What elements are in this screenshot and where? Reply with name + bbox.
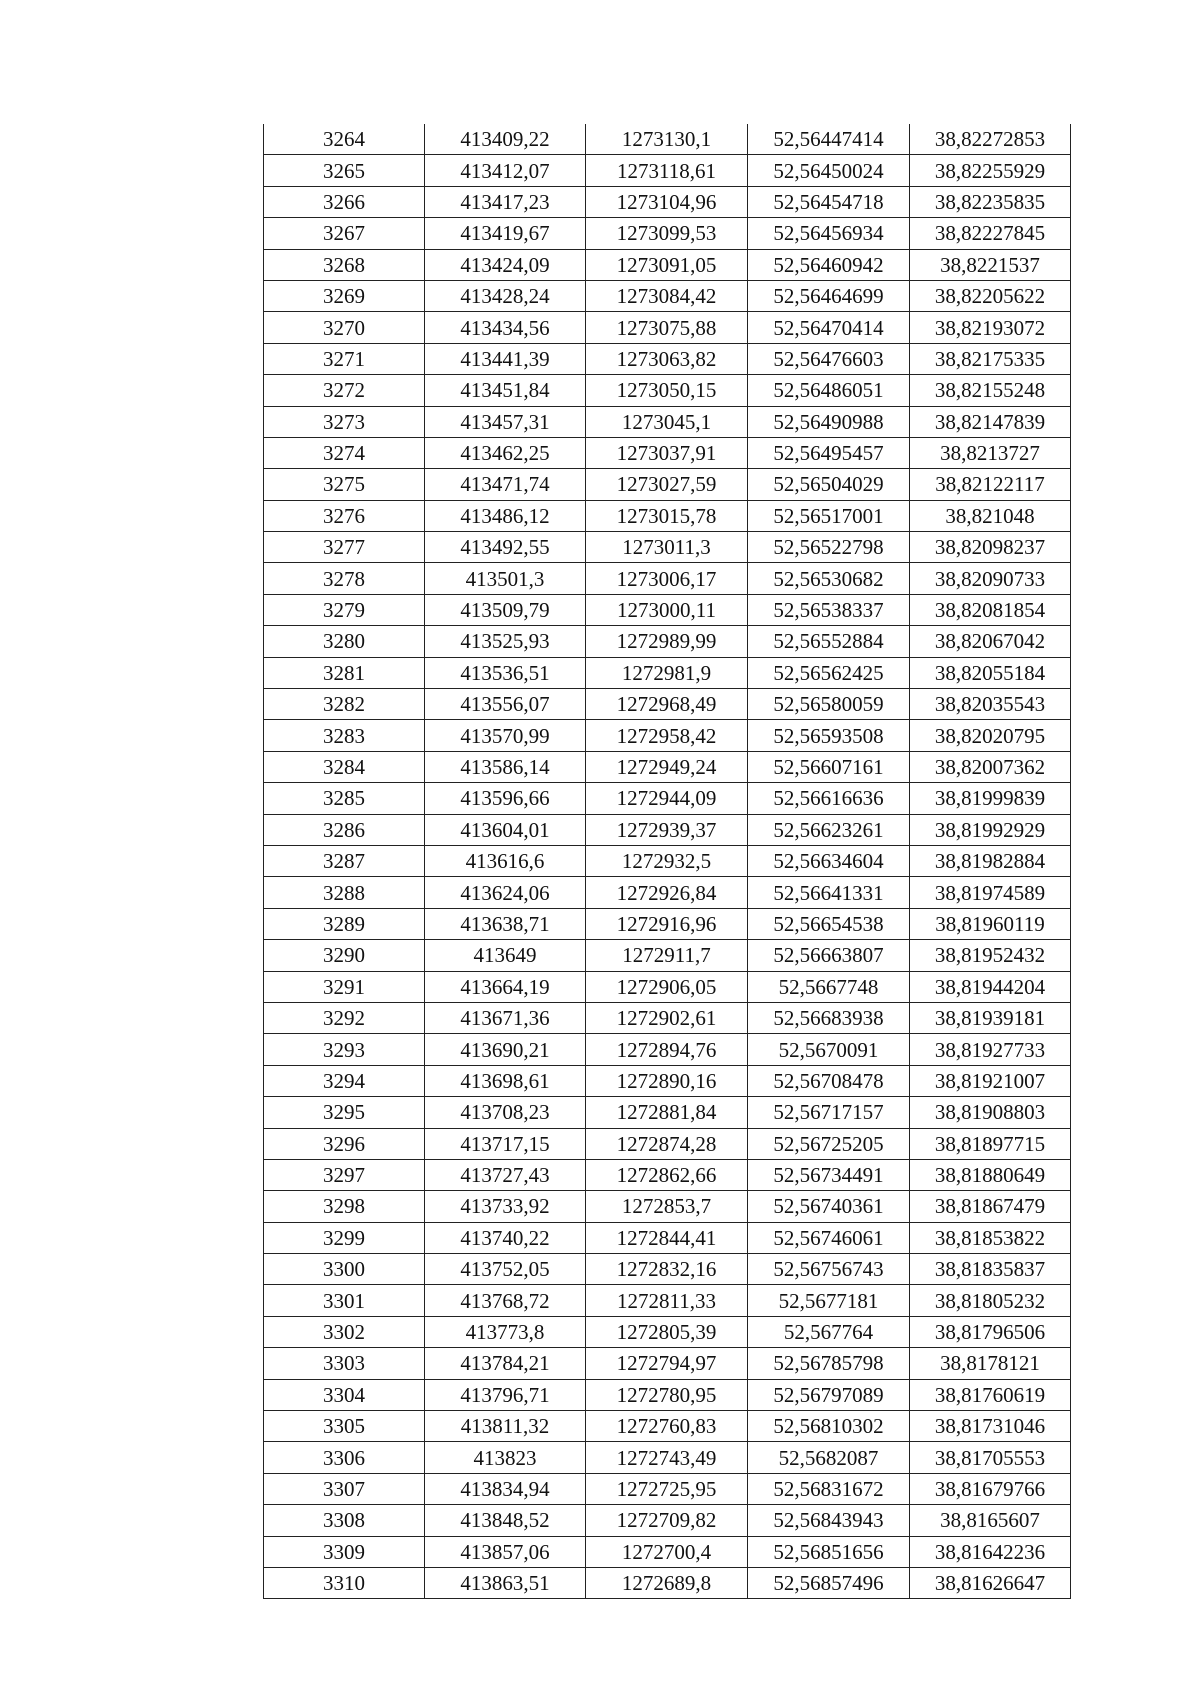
latitude-cell: 52,56447414 xyxy=(748,124,910,155)
table-row xyxy=(264,1567,1071,1598)
point-number-cell: 3305 xyxy=(264,1411,425,1442)
x-coordinate-cell: 413664,19 xyxy=(425,971,586,1002)
x-coordinate-cell: 413784,21 xyxy=(425,1348,586,1379)
longitude-cell: 38,82081854 xyxy=(910,594,1071,625)
x-coordinate-cell: 413471,74 xyxy=(425,469,586,500)
point-number-cell: 3270 xyxy=(264,312,425,343)
table-row xyxy=(264,1536,1071,1567)
latitude-cell: 52,56725205 xyxy=(748,1128,910,1159)
y-coordinate-cell: 1272743,49 xyxy=(586,1442,748,1473)
latitude-cell: 52,56486051 xyxy=(748,375,910,406)
latitude-cell: 52,56504029 xyxy=(748,469,910,500)
longitude-cell: 38,82098237 xyxy=(910,532,1071,563)
coordinates-table-body xyxy=(264,124,1071,1599)
x-coordinate-cell: 413638,71 xyxy=(425,908,586,939)
x-coordinate-cell: 413649 xyxy=(425,940,586,971)
y-coordinate-cell: 1272862,66 xyxy=(586,1159,748,1190)
x-coordinate-cell: 413717,15 xyxy=(425,1128,586,1159)
y-coordinate-cell: 1273006,17 xyxy=(586,563,748,594)
y-coordinate-cell: 1273050,15 xyxy=(586,375,748,406)
latitude-cell: 52,56851656 xyxy=(748,1536,910,1567)
table-row xyxy=(264,1097,1071,1128)
y-coordinate-cell: 1272811,33 xyxy=(586,1285,748,1316)
point-number-cell: 3278 xyxy=(264,563,425,594)
x-coordinate-cell: 413690,21 xyxy=(425,1034,586,1065)
point-number-cell: 3291 xyxy=(264,971,425,1002)
longitude-cell: 38,821048 xyxy=(910,500,1071,531)
y-coordinate-cell: 1272949,24 xyxy=(586,751,748,782)
longitude-cell: 38,81982884 xyxy=(910,845,1071,876)
table-row xyxy=(264,751,1071,782)
y-coordinate-cell: 1272932,5 xyxy=(586,845,748,876)
y-coordinate-cell: 1273045,1 xyxy=(586,406,748,437)
longitude-cell: 38,81908803 xyxy=(910,1097,1071,1128)
latitude-cell: 52,5667748 xyxy=(748,971,910,1002)
x-coordinate-cell: 413536,51 xyxy=(425,657,586,688)
longitude-cell: 38,82255929 xyxy=(910,155,1071,186)
y-coordinate-cell: 1272981,9 xyxy=(586,657,748,688)
longitude-cell: 38,82020795 xyxy=(910,720,1071,751)
table-row xyxy=(264,249,1071,280)
latitude-cell: 52,56456934 xyxy=(748,218,910,249)
x-coordinate-cell: 413419,67 xyxy=(425,218,586,249)
longitude-cell: 38,82272853 xyxy=(910,124,1071,155)
y-coordinate-cell: 1272700,4 xyxy=(586,1536,748,1567)
point-number-cell: 3308 xyxy=(264,1505,425,1536)
point-number-cell: 3290 xyxy=(264,940,425,971)
y-coordinate-cell: 1273104,96 xyxy=(586,186,748,217)
table-row xyxy=(264,500,1071,531)
table-row xyxy=(264,1254,1071,1285)
longitude-cell: 38,81960119 xyxy=(910,908,1071,939)
point-number-cell: 3301 xyxy=(264,1285,425,1316)
latitude-cell: 52,56756743 xyxy=(748,1254,910,1285)
latitude-cell: 52,56785798 xyxy=(748,1348,910,1379)
longitude-cell: 38,81944204 xyxy=(910,971,1071,1002)
x-coordinate-cell: 413624,06 xyxy=(425,877,586,908)
latitude-cell: 52,56683938 xyxy=(748,1002,910,1033)
x-coordinate-cell: 413740,22 xyxy=(425,1222,586,1253)
point-number-cell: 3298 xyxy=(264,1191,425,1222)
latitude-cell: 52,56530682 xyxy=(748,563,910,594)
y-coordinate-cell: 1272902,61 xyxy=(586,1002,748,1033)
latitude-cell: 52,56522798 xyxy=(748,532,910,563)
table-row xyxy=(264,532,1071,563)
longitude-cell: 38,81835837 xyxy=(910,1254,1071,1285)
latitude-cell: 52,56562425 xyxy=(748,657,910,688)
x-coordinate-cell: 413441,39 xyxy=(425,343,586,374)
x-coordinate-cell: 413811,32 xyxy=(425,1411,586,1442)
latitude-cell: 52,5677181 xyxy=(748,1285,910,1316)
point-number-cell: 3272 xyxy=(264,375,425,406)
longitude-cell: 38,81626647 xyxy=(910,1567,1071,1598)
longitude-cell: 38,8221537 xyxy=(910,249,1071,280)
y-coordinate-cell: 1272844,41 xyxy=(586,1222,748,1253)
y-coordinate-cell: 1272832,16 xyxy=(586,1254,748,1285)
longitude-cell: 38,81705553 xyxy=(910,1442,1071,1473)
point-number-cell: 3306 xyxy=(264,1442,425,1473)
table-row xyxy=(264,375,1071,406)
point-number-cell: 3269 xyxy=(264,280,425,311)
x-coordinate-cell: 413417,23 xyxy=(425,186,586,217)
table-row xyxy=(264,1191,1071,1222)
y-coordinate-cell: 1273037,91 xyxy=(586,437,748,468)
table-row xyxy=(264,783,1071,814)
y-coordinate-cell: 1272805,39 xyxy=(586,1316,748,1347)
latitude-cell: 52,56464699 xyxy=(748,280,910,311)
table-row xyxy=(264,689,1071,720)
x-coordinate-cell: 413752,05 xyxy=(425,1254,586,1285)
longitude-cell: 38,81952432 xyxy=(910,940,1071,971)
x-coordinate-cell: 413857,06 xyxy=(425,1536,586,1567)
latitude-cell: 52,56717157 xyxy=(748,1097,910,1128)
longitude-cell: 38,82055184 xyxy=(910,657,1071,688)
x-coordinate-cell: 413823 xyxy=(425,1442,586,1473)
point-number-cell: 3282 xyxy=(264,689,425,720)
table-row xyxy=(264,155,1071,186)
longitude-cell: 38,82205622 xyxy=(910,280,1071,311)
point-number-cell: 3307 xyxy=(264,1473,425,1504)
longitude-cell: 38,82147839 xyxy=(910,406,1071,437)
latitude-cell: 52,567764 xyxy=(748,1316,910,1347)
longitude-cell: 38,82227845 xyxy=(910,218,1071,249)
point-number-cell: 3284 xyxy=(264,751,425,782)
longitude-cell: 38,81760619 xyxy=(910,1379,1071,1410)
x-coordinate-cell: 413457,31 xyxy=(425,406,586,437)
point-number-cell: 3283 xyxy=(264,720,425,751)
x-coordinate-cell: 413412,07 xyxy=(425,155,586,186)
point-number-cell: 3286 xyxy=(264,814,425,845)
longitude-cell: 38,81921007 xyxy=(910,1065,1071,1096)
y-coordinate-cell: 1273130,1 xyxy=(586,124,748,155)
point-number-cell: 3287 xyxy=(264,845,425,876)
y-coordinate-cell: 1272689,8 xyxy=(586,1567,748,1598)
latitude-cell: 52,56450024 xyxy=(748,155,910,186)
longitude-cell: 38,82193072 xyxy=(910,312,1071,343)
x-coordinate-cell: 413834,94 xyxy=(425,1473,586,1504)
latitude-cell: 52,56454718 xyxy=(748,186,910,217)
longitude-cell: 38,81999839 xyxy=(910,783,1071,814)
point-number-cell: 3271 xyxy=(264,343,425,374)
longitude-cell: 38,81796506 xyxy=(910,1316,1071,1347)
x-coordinate-cell: 413768,72 xyxy=(425,1285,586,1316)
y-coordinate-cell: 1272853,7 xyxy=(586,1191,748,1222)
point-number-cell: 3297 xyxy=(264,1159,425,1190)
y-coordinate-cell: 1273063,82 xyxy=(586,343,748,374)
longitude-cell: 38,81880649 xyxy=(910,1159,1071,1190)
y-coordinate-cell: 1272958,42 xyxy=(586,720,748,751)
x-coordinate-cell: 413509,79 xyxy=(425,594,586,625)
y-coordinate-cell: 1273015,78 xyxy=(586,500,748,531)
table-row xyxy=(264,406,1071,437)
longitude-cell: 38,8165607 xyxy=(910,1505,1071,1536)
table-row xyxy=(264,1473,1071,1504)
x-coordinate-cell: 413451,84 xyxy=(425,375,586,406)
longitude-cell: 38,81897715 xyxy=(910,1128,1071,1159)
table-row xyxy=(264,594,1071,625)
table-row xyxy=(264,626,1071,657)
point-number-cell: 3303 xyxy=(264,1348,425,1379)
y-coordinate-cell: 1272968,49 xyxy=(586,689,748,720)
point-number-cell: 3285 xyxy=(264,783,425,814)
table-row xyxy=(264,1505,1071,1536)
x-coordinate-cell: 413409,22 xyxy=(425,124,586,155)
point-number-cell: 3275 xyxy=(264,469,425,500)
longitude-cell: 38,81731046 xyxy=(910,1411,1071,1442)
table-row xyxy=(264,343,1071,374)
x-coordinate-cell: 413604,01 xyxy=(425,814,586,845)
x-coordinate-cell: 413556,07 xyxy=(425,689,586,720)
x-coordinate-cell: 413796,71 xyxy=(425,1379,586,1410)
y-coordinate-cell: 1272874,28 xyxy=(586,1128,748,1159)
point-number-cell: 3304 xyxy=(264,1379,425,1410)
y-coordinate-cell: 1272989,99 xyxy=(586,626,748,657)
table-row xyxy=(264,971,1071,1002)
x-coordinate-cell: 413486,12 xyxy=(425,500,586,531)
latitude-cell: 52,56740361 xyxy=(748,1191,910,1222)
table-row xyxy=(264,124,1071,155)
table-row xyxy=(264,186,1071,217)
point-number-cell: 3294 xyxy=(264,1065,425,1096)
y-coordinate-cell: 1273084,42 xyxy=(586,280,748,311)
x-coordinate-cell: 413428,24 xyxy=(425,280,586,311)
point-number-cell: 3264 xyxy=(264,124,425,155)
longitude-cell: 38,82122117 xyxy=(910,469,1071,500)
table-row xyxy=(264,1316,1071,1347)
table-row xyxy=(264,1348,1071,1379)
latitude-cell: 52,56708478 xyxy=(748,1065,910,1096)
x-coordinate-cell: 413773,8 xyxy=(425,1316,586,1347)
latitude-cell: 52,56641331 xyxy=(748,877,910,908)
point-number-cell: 3293 xyxy=(264,1034,425,1065)
point-number-cell: 3300 xyxy=(264,1254,425,1285)
table-row xyxy=(264,908,1071,939)
longitude-cell: 38,82175335 xyxy=(910,343,1071,374)
x-coordinate-cell: 413698,61 xyxy=(425,1065,586,1096)
longitude-cell: 38,81927733 xyxy=(910,1034,1071,1065)
latitude-cell: 52,56663807 xyxy=(748,940,910,971)
latitude-cell: 52,56593508 xyxy=(748,720,910,751)
y-coordinate-cell: 1272926,84 xyxy=(586,877,748,908)
y-coordinate-cell: 1273027,59 xyxy=(586,469,748,500)
latitude-cell: 52,56734491 xyxy=(748,1159,910,1190)
y-coordinate-cell: 1272894,76 xyxy=(586,1034,748,1065)
longitude-cell: 38,81679766 xyxy=(910,1473,1071,1504)
point-number-cell: 3292 xyxy=(264,1002,425,1033)
longitude-cell: 38,81992929 xyxy=(910,814,1071,845)
y-coordinate-cell: 1272939,37 xyxy=(586,814,748,845)
y-coordinate-cell: 1272890,16 xyxy=(586,1065,748,1096)
coordinates-table xyxy=(263,124,1071,1599)
x-coordinate-cell: 413525,93 xyxy=(425,626,586,657)
point-number-cell: 3280 xyxy=(264,626,425,657)
x-coordinate-cell: 413727,43 xyxy=(425,1159,586,1190)
table-row xyxy=(264,1002,1071,1033)
y-coordinate-cell: 1272794,97 xyxy=(586,1348,748,1379)
table-row xyxy=(264,1285,1071,1316)
x-coordinate-cell: 413434,56 xyxy=(425,312,586,343)
point-number-cell: 3273 xyxy=(264,406,425,437)
table-row xyxy=(264,940,1071,971)
table-row xyxy=(264,877,1071,908)
y-coordinate-cell: 1273075,88 xyxy=(586,312,748,343)
latitude-cell: 52,56616636 xyxy=(748,783,910,814)
x-coordinate-cell: 413570,99 xyxy=(425,720,586,751)
point-number-cell: 3276 xyxy=(264,500,425,531)
point-number-cell: 3279 xyxy=(264,594,425,625)
point-number-cell: 3299 xyxy=(264,1222,425,1253)
latitude-cell: 52,56654538 xyxy=(748,908,910,939)
latitude-cell: 52,5670091 xyxy=(748,1034,910,1065)
point-number-cell: 3296 xyxy=(264,1128,425,1159)
point-number-cell: 3302 xyxy=(264,1316,425,1347)
latitude-cell: 52,5682087 xyxy=(748,1442,910,1473)
y-coordinate-cell: 1272944,09 xyxy=(586,783,748,814)
point-number-cell: 3268 xyxy=(264,249,425,280)
table-row xyxy=(264,312,1071,343)
latitude-cell: 52,56634604 xyxy=(748,845,910,876)
table-row xyxy=(264,1128,1071,1159)
table-row xyxy=(264,437,1071,468)
y-coordinate-cell: 1272709,82 xyxy=(586,1505,748,1536)
longitude-cell: 38,82067042 xyxy=(910,626,1071,657)
table-row xyxy=(264,657,1071,688)
y-coordinate-cell: 1273091,05 xyxy=(586,249,748,280)
latitude-cell: 52,56470414 xyxy=(748,312,910,343)
x-coordinate-cell: 413501,3 xyxy=(425,563,586,594)
y-coordinate-cell: 1273011,3 xyxy=(586,532,748,563)
point-number-cell: 3289 xyxy=(264,908,425,939)
point-number-cell: 3277 xyxy=(264,532,425,563)
y-coordinate-cell: 1272780,95 xyxy=(586,1379,748,1410)
longitude-cell: 38,82235835 xyxy=(910,186,1071,217)
longitude-cell: 38,8213727 xyxy=(910,437,1071,468)
point-number-cell: 3288 xyxy=(264,877,425,908)
x-coordinate-cell: 413586,14 xyxy=(425,751,586,782)
y-coordinate-cell: 1272725,95 xyxy=(586,1473,748,1504)
longitude-cell: 38,82007362 xyxy=(910,751,1071,782)
longitude-cell: 38,81974589 xyxy=(910,877,1071,908)
point-number-cell: 3267 xyxy=(264,218,425,249)
x-coordinate-cell: 413733,92 xyxy=(425,1191,586,1222)
x-coordinate-cell: 413671,36 xyxy=(425,1002,586,1033)
table-row xyxy=(264,218,1071,249)
x-coordinate-cell: 413616,6 xyxy=(425,845,586,876)
x-coordinate-cell: 413424,09 xyxy=(425,249,586,280)
x-coordinate-cell: 413708,23 xyxy=(425,1097,586,1128)
table-row xyxy=(264,1379,1071,1410)
x-coordinate-cell: 413863,51 xyxy=(425,1567,586,1598)
longitude-cell: 38,81642236 xyxy=(910,1536,1071,1567)
latitude-cell: 52,56490988 xyxy=(748,406,910,437)
latitude-cell: 52,56460942 xyxy=(748,249,910,280)
y-coordinate-cell: 1273099,53 xyxy=(586,218,748,249)
latitude-cell: 52,56495457 xyxy=(748,437,910,468)
y-coordinate-cell: 1272760,83 xyxy=(586,1411,748,1442)
latitude-cell: 52,56552884 xyxy=(748,626,910,657)
longitude-cell: 38,8178121 xyxy=(910,1348,1071,1379)
table-row xyxy=(264,1159,1071,1190)
point-number-cell: 3295 xyxy=(264,1097,425,1128)
table-row xyxy=(264,720,1071,751)
table-row xyxy=(264,1034,1071,1065)
latitude-cell: 52,56810302 xyxy=(748,1411,910,1442)
point-number-cell: 3274 xyxy=(264,437,425,468)
latitude-cell: 52,56857496 xyxy=(748,1567,910,1598)
longitude-cell: 38,82090733 xyxy=(910,563,1071,594)
latitude-cell: 52,56580059 xyxy=(748,689,910,720)
table-row xyxy=(264,280,1071,311)
y-coordinate-cell: 1272906,05 xyxy=(586,971,748,1002)
x-coordinate-cell: 413462,25 xyxy=(425,437,586,468)
x-coordinate-cell: 413848,52 xyxy=(425,1505,586,1536)
longitude-cell: 38,82035543 xyxy=(910,689,1071,720)
latitude-cell: 52,56746061 xyxy=(748,1222,910,1253)
latitude-cell: 52,56538337 xyxy=(748,594,910,625)
x-coordinate-cell: 413596,66 xyxy=(425,783,586,814)
table-row xyxy=(264,563,1071,594)
table-row xyxy=(264,845,1071,876)
y-coordinate-cell: 1273118,61 xyxy=(586,155,748,186)
point-number-cell: 3281 xyxy=(264,657,425,688)
table-row xyxy=(264,814,1071,845)
point-number-cell: 3309 xyxy=(264,1536,425,1567)
point-number-cell: 3266 xyxy=(264,186,425,217)
longitude-cell: 38,81939181 xyxy=(910,1002,1071,1033)
longitude-cell: 38,82155248 xyxy=(910,375,1071,406)
longitude-cell: 38,81853822 xyxy=(910,1222,1071,1253)
longitude-cell: 38,81805232 xyxy=(910,1285,1071,1316)
latitude-cell: 52,56476603 xyxy=(748,343,910,374)
table-row xyxy=(264,1411,1071,1442)
table-row xyxy=(264,469,1071,500)
table-row xyxy=(264,1065,1071,1096)
y-coordinate-cell: 1272916,96 xyxy=(586,908,748,939)
point-number-cell: 3265 xyxy=(264,155,425,186)
table-row xyxy=(264,1442,1071,1473)
y-coordinate-cell: 1272881,84 xyxy=(586,1097,748,1128)
latitude-cell: 52,56623261 xyxy=(748,814,910,845)
table-row xyxy=(264,1222,1071,1253)
latitude-cell: 52,56797089 xyxy=(748,1379,910,1410)
latitude-cell: 52,56843943 xyxy=(748,1505,910,1536)
x-coordinate-cell: 413492,55 xyxy=(425,532,586,563)
longitude-cell: 38,81867479 xyxy=(910,1191,1071,1222)
y-coordinate-cell: 1273000,11 xyxy=(586,594,748,625)
latitude-cell: 52,56607161 xyxy=(748,751,910,782)
latitude-cell: 52,56831672 xyxy=(748,1473,910,1504)
y-coordinate-cell: 1272911,7 xyxy=(586,940,748,971)
latitude-cell: 52,56517001 xyxy=(748,500,910,531)
point-number-cell: 3310 xyxy=(264,1567,425,1598)
